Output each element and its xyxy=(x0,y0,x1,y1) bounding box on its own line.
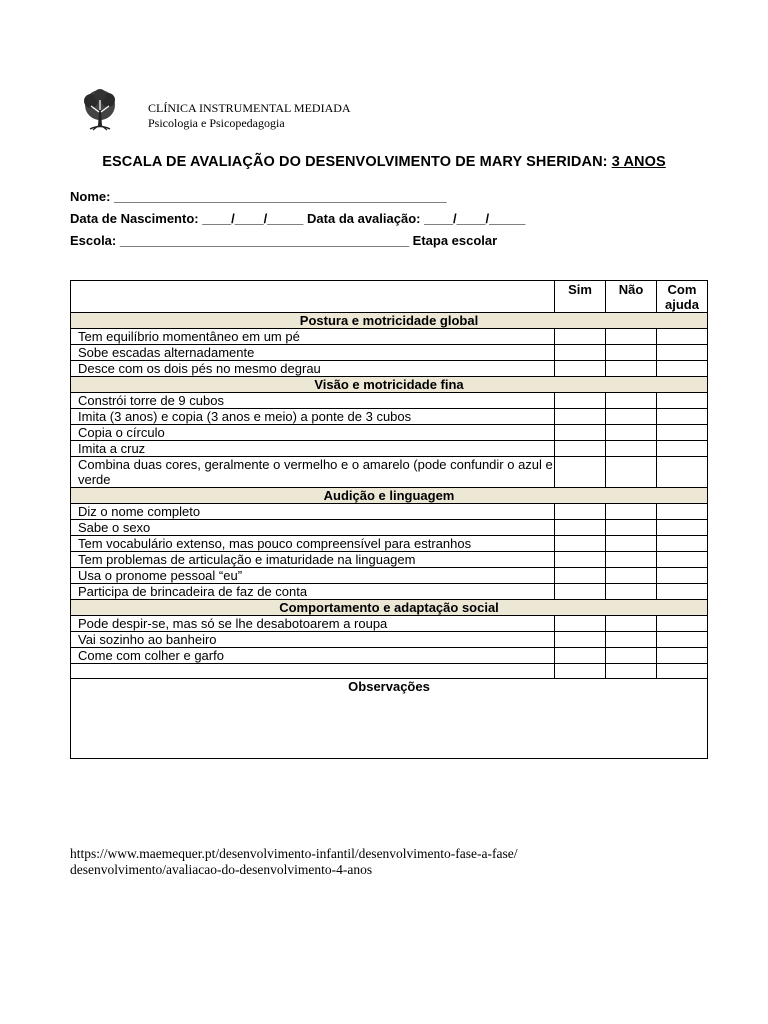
source-url xyxy=(70,846,518,878)
answer-cell-sim[interactable] xyxy=(555,504,606,520)
item-label: Participa de brincadeira de faz de conta xyxy=(71,584,555,600)
item-label: Tem vocabulário extenso, mas pouco compreensível para estranhos xyxy=(71,536,555,552)
column-header: Sim xyxy=(555,281,606,313)
table-row xyxy=(71,520,708,536)
answer-cell-com-ajuda[interactable] xyxy=(657,361,708,377)
answer-cell-sim[interactable] xyxy=(555,329,606,345)
answer-cell-sim[interactable] xyxy=(555,409,606,425)
item-label: Constrói torre de 9 cubos xyxy=(71,393,555,409)
item-label: Vai sozinho ao banheiro xyxy=(71,632,555,648)
answer-cell-com-ajuda[interactable] xyxy=(657,536,708,552)
answer-cell-com-ajuda[interactable] xyxy=(657,648,708,664)
answer-cell-com-ajuda[interactable] xyxy=(657,345,708,361)
table-row xyxy=(71,345,708,361)
column-header: Com ajuda xyxy=(657,281,708,313)
section-title: Postura e motricidade global xyxy=(71,313,708,329)
item-label: Tem problemas de articulação e imaturidade na linguagem xyxy=(71,552,555,568)
header-empty-cell xyxy=(71,281,555,313)
answer-cell-nao[interactable] xyxy=(606,584,657,600)
answer-cell-nao[interactable] xyxy=(606,425,657,441)
title-main: ESCALA DE AVALIAÇÃO DO DESENVOLVIMENTO DE MARY SHERIDAN: xyxy=(102,154,612,170)
item-label: Desce com os dois pés no mesmo degrau xyxy=(71,361,555,377)
blank-row xyxy=(71,664,708,679)
answer-cell-com-ajuda[interactable] xyxy=(657,664,708,679)
answer-cell-com-ajuda[interactable] xyxy=(657,457,708,488)
answer-cell-nao[interactable] xyxy=(606,441,657,457)
answer-cell-com-ajuda[interactable] xyxy=(657,441,708,457)
answer-cell-sim[interactable] xyxy=(555,616,606,632)
answer-cell-sim[interactable] xyxy=(555,552,606,568)
table-row xyxy=(71,552,708,568)
section-header-row xyxy=(71,313,708,329)
answer-cell-nao[interactable] xyxy=(606,393,657,409)
section-header-row xyxy=(71,377,708,393)
nome-field[interactable]: Nome: ______________________________________________ xyxy=(70,189,447,204)
answer-cell-com-ajuda[interactable] xyxy=(657,409,708,425)
answer-cell-com-ajuda[interactable] xyxy=(657,552,708,568)
answer-cell-com-ajuda[interactable] xyxy=(657,632,708,648)
clinic-subtitle: Psicologia e Psicopedagogia xyxy=(148,116,285,130)
answer-cell-nao[interactable] xyxy=(606,568,657,584)
answer-cell-sim[interactable] xyxy=(555,536,606,552)
answer-cell-nao[interactable] xyxy=(606,632,657,648)
answer-cell-nao[interactable] xyxy=(606,520,657,536)
answer-cell-com-ajuda[interactable] xyxy=(657,568,708,584)
answer-cell-nao[interactable] xyxy=(606,664,657,679)
item-label: Pode despir-se, mas só se lhe desabotoarem a roupa xyxy=(71,616,555,632)
answer-cell-nao[interactable] xyxy=(606,616,657,632)
section-title: Comportamento e adaptação social xyxy=(71,600,708,616)
table-row xyxy=(71,409,708,425)
item-label: Sobe escadas alternadamente xyxy=(71,345,555,361)
item-label: Imita a cruz xyxy=(71,441,555,457)
item-label: Copia o círculo xyxy=(71,425,555,441)
tree-icon xyxy=(76,86,124,134)
table-row xyxy=(71,648,708,664)
section-header-row xyxy=(71,488,708,504)
item-label: Usa o pronome pessoal “eu” xyxy=(71,568,555,584)
answer-cell-sim[interactable] xyxy=(555,648,606,664)
clinic-name: CLÍNICA INSTRUMENTAL MEDIADA xyxy=(148,101,351,115)
table-row xyxy=(71,393,708,409)
answer-cell-sim[interactable] xyxy=(555,441,606,457)
item-label: Combina duas cores, geralmente o vermelho e o amarelo (pode confundir o azul e verde xyxy=(71,457,555,488)
observations-area[interactable]: Observações xyxy=(71,679,708,759)
dates-field[interactable]: Data de Nascimento: ____/____/_____ Data da avaliação: ____/____/_____ xyxy=(70,211,526,226)
answer-cell-nao[interactable] xyxy=(606,552,657,568)
table-row xyxy=(71,616,708,632)
table-row xyxy=(71,568,708,584)
answer-cell-sim[interactable] xyxy=(555,457,606,488)
table-header-row xyxy=(71,281,708,313)
answer-cell-nao[interactable] xyxy=(606,409,657,425)
answer-cell-sim[interactable] xyxy=(555,361,606,377)
source-line-1: https://www.maemequer.pt/desenvolvimento-infantil/desenvolvimento-fase-a-fase/ xyxy=(70,846,518,861)
title-age: 3 ANOS xyxy=(611,154,666,170)
item-label: Diz o nome completo xyxy=(71,504,555,520)
table-row xyxy=(71,632,708,648)
table-row xyxy=(71,361,708,377)
table-row xyxy=(71,584,708,600)
answer-cell-sim[interactable] xyxy=(555,425,606,441)
escola-field[interactable]: Escola: ________________________________________ Etapa escolar xyxy=(70,233,498,248)
answer-cell-nao[interactable] xyxy=(606,361,657,377)
answer-cell-nao[interactable] xyxy=(606,536,657,552)
table-row xyxy=(71,457,708,488)
observations-row xyxy=(71,679,708,759)
answer-cell-com-ajuda[interactable] xyxy=(657,425,708,441)
answer-cell-sim[interactable] xyxy=(555,664,606,679)
table-row xyxy=(71,425,708,441)
answer-cell-nao[interactable] xyxy=(606,504,657,520)
section-title: Audição e linguagem xyxy=(71,488,708,504)
answer-cell-com-ajuda[interactable] xyxy=(657,504,708,520)
item-label: Imita (3 anos) e copia (3 anos e meio) a ponte de 3 cubos xyxy=(71,409,555,425)
form-fields xyxy=(70,189,525,255)
section-header-row xyxy=(71,600,708,616)
answer-cell-nao[interactable] xyxy=(606,329,657,345)
answer-cell-nao[interactable] xyxy=(606,648,657,664)
answer-cell-com-ajuda[interactable] xyxy=(657,584,708,600)
answer-cell-sim[interactable] xyxy=(555,632,606,648)
answer-cell-com-ajuda[interactable] xyxy=(657,329,708,345)
evaluation-table xyxy=(70,280,708,759)
answer-cell-com-ajuda[interactable] xyxy=(657,393,708,409)
blank-label-cell xyxy=(71,664,555,679)
answer-cell-sim[interactable] xyxy=(555,520,606,536)
answer-cell-sim[interactable] xyxy=(555,568,606,584)
source-line-2: desenvolvimento/avaliacao-do-desenvolvimento-4-anos xyxy=(70,862,373,877)
table-row xyxy=(71,504,708,520)
answer-cell-sim[interactable] xyxy=(555,345,606,361)
page-title xyxy=(0,154,768,170)
item-label: Sabe o sexo xyxy=(71,520,555,536)
item-label: Come com colher e garfo xyxy=(71,648,555,664)
answer-cell-sim[interactable] xyxy=(555,584,606,600)
item-label: Tem equilíbrio momentâneo em um pé xyxy=(71,329,555,345)
answer-cell-nao[interactable] xyxy=(606,345,657,361)
table-row xyxy=(71,329,708,345)
answer-cell-com-ajuda[interactable] xyxy=(657,616,708,632)
column-header: Não xyxy=(606,281,657,313)
clinic-header xyxy=(148,101,351,131)
table-row xyxy=(71,536,708,552)
section-title: Visão e motricidade fina xyxy=(71,377,708,393)
answer-cell-sim[interactable] xyxy=(555,393,606,409)
answer-cell-nao[interactable] xyxy=(606,457,657,488)
answer-cell-com-ajuda[interactable] xyxy=(657,520,708,536)
table-row xyxy=(71,441,708,457)
